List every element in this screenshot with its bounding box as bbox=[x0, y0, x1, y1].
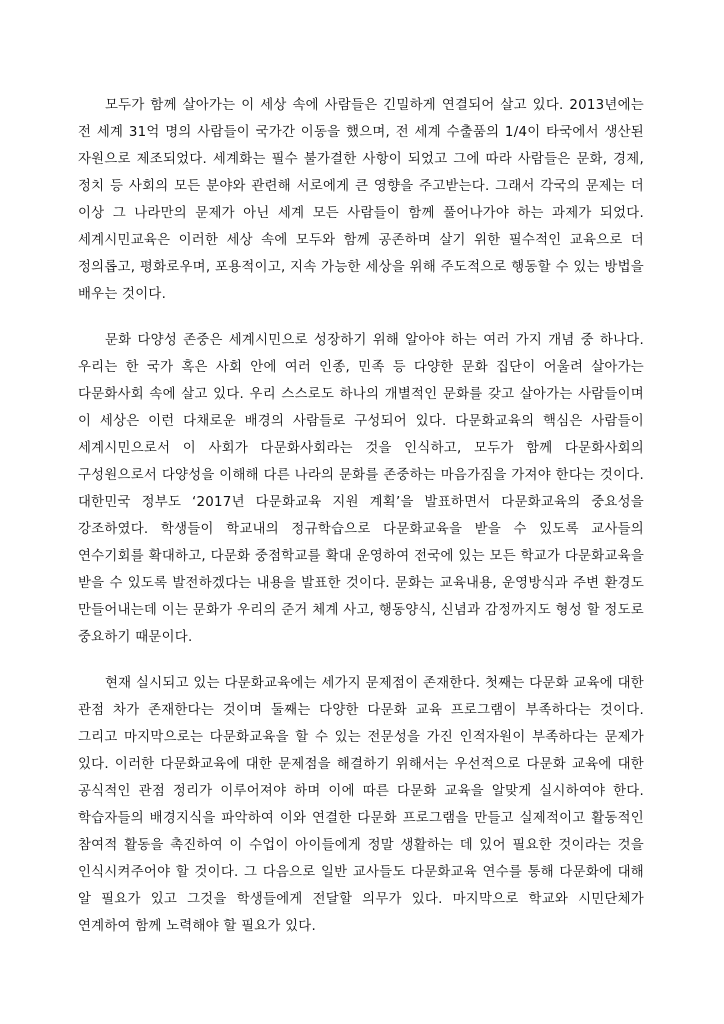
paragraph-multicultural-education-problems: 현재 실시되고 있는 다문화교육에는 세가지 문제점이 존재한다. 첫째는 다문화 교육에 대한 관점 차가 존재한다는 것이며 둘째는 다양한 다문화 교육 프로그램이 부족하다는 것이다. 그리고 마지막으로는 다문화교육을 할 수 있는 전문성을 가진 인적자원이 부족하다는 문제가 있다. 이러한 다문화교육에 대한 문제점을 해결하기 위해서는 우선적으로 다문화 교육에 대한 공식적인 관점 정리가 이루어져야 하며 이에 따른 다문화 교육을 알맞게 실시하여야 한다. 학습자들의 배경지식을 파악하여 이와 연결한 다문화 프로그램을 만들고 실제적이고 활동적인 참여적 활동을 촉진하여 이 수업이 아이들에게 정말 생활하는 데 있어 필요한 것이라는 것을 인식시켜주어야 할 것이다. 그 다음으로 일반 교사들도 다문화교육 연수를 통해 다문화에 대해 알 필요가 있고 그것을 학생들에게 전달할 의무가 있다. 마지막으로 학교와 시민단체가 연계하여 함께 노력해야 할 필요가 있다. bbox=[78, 676, 644, 934]
paragraph-global-citizenship: 모두가 함께 살아가는 이 세상 속에 사람들은 긴밀하게 연결되어 살고 있다. 2013년에는 전 세계 31억 명의 사람들이 국가간 이동을 했으며, 전 세계 수출품의 1/4이 타국에서 생산된 자원으로 제조되었다. 세계화는 필수 불가결한 사항이 되었고 그에 따라 사람들은 문화, 경제, 정치 등 사회의 모든 분야와 관련해 서로에게 큰 영향을 주고받는다. 그래서 각국의 문제는 더 이상 그 나라만의 문제가 아닌 세계 모든 사람들이 함께 풀어나가야 하는 과제가 되었다. 세계시민교육은 이러한 세상 속에 모두와 함께 공존하며 살기 위한 필수적인 교육으로 더 정의롭고, 평화로우며, 포용적이고, 지속 가능한 세상을 위해 주도적으로 행동할 수 있는 방법을 배우는 것이다. bbox=[78, 98, 644, 302]
paragraph-cultural-diversity: 문화 다양성 존중은 세계시민으로 성장하기 위해 알아야 하는 여러 가지 개념 중 하나다. 우리는 한 국가 혹은 사회 안에 여러 인종, 민족 등 다양한 문화 집단이 어울려 살아가는 다문화사회 속에 살고 있다. 우리 스스로도 하나의 개별적인 문화를 갖고 살아가는 사람들이며 이 세상은 이런 다채로운 배경의 사람들로 구성되어 있다. 다문화교육의 핵심은 사람들이 세계시민으로서 이 사회가 다문화사회라는 것을 인식하고, 모두가 함께 다문화사회의 구성원으로서 다양성을 이해해 다른 나라의 문화를 존중하는 마음가짐을 가져야 한다는 것이다. 대한민국 정부도 ‘2017년 다문화교육 지원 계획’을 발표하면서 다문화교육의 중요성을 강조하였다. 학생들이 학교내의 정규학습으로 다문화교육을 받을 수 있도록 교사들의 연수기회를 확대하고, 다문화 중점학교를 확대 운영하여 전국에 있는 모든 학교가 다문화교육을 받을 수 있도록 발전하겠다는 내용을 발표한 것이다. 문화는 교육내용, 운영방식과 주변 환경도 만들어내는데 이는 문화가 우리의 준거 체계 사고, 행동양식, 신념과 감정까지도 형성 할 정도로 중요하기 때문이다. bbox=[78, 333, 644, 645]
document-page bbox=[78, 92, 644, 940]
